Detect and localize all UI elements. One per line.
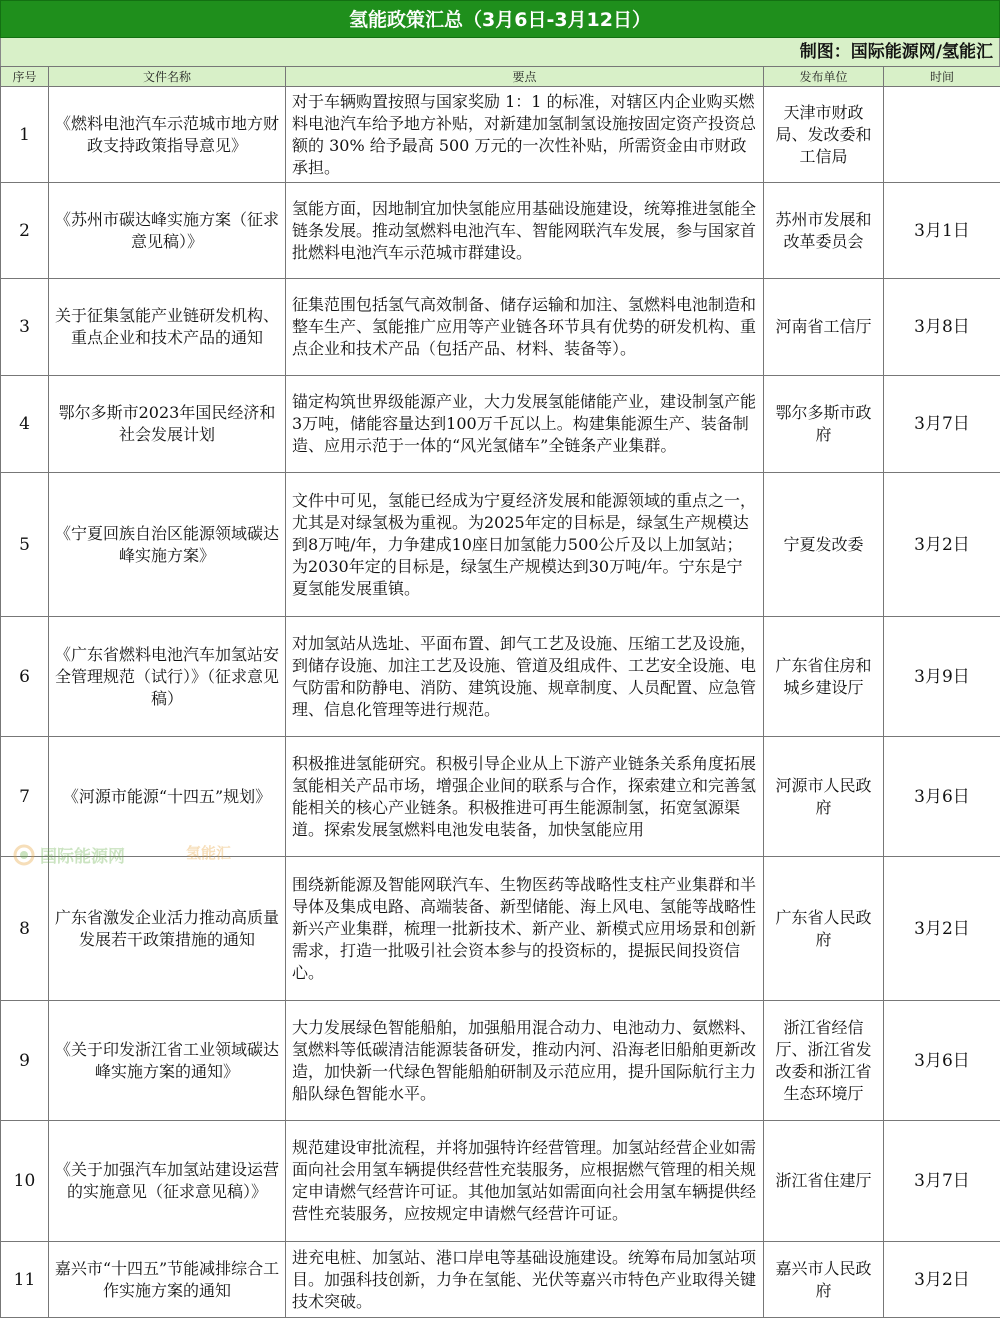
cell-key-points: 征集范围包括氢气高效制备、储存运输和加注、氢燃料电池制造和整车生产、氢能推广应用等产业链各环节具有优势的研发机构、重点企业和技术产品（包括产品、材料、装备等）。 [286, 279, 764, 376]
column-header-file-name: 文件名称 [49, 67, 286, 87]
column-header-date: 时间 [884, 67, 1000, 87]
table-row [1, 183, 1000, 279]
cell-issuer: 天津市财政局、发改委和工信局 [764, 87, 884, 183]
cell-index: 4 [1, 376, 49, 473]
cell-index: 10 [1, 1121, 49, 1242]
cell-key-points: 对加氢站从选址、平面布置、卸气工艺及设施、压缩工艺及设施，到储存设施、加注工艺及设施、管道及组成件、工艺安全设施、电气防雷和防静电、消防、建筑设施、规章制度、人员配置、应急管理、信息化管理等进行规范。 [286, 617, 764, 737]
cell-issuer: 宁夏发改委 [764, 473, 884, 617]
cell-file-name: 嘉兴市“十四五”节能减排综合工作实施方案的通知 [49, 1242, 286, 1318]
cell-index: 3 [1, 279, 49, 376]
cell-date: 3月6日 [884, 1001, 1000, 1121]
cell-issuer: 鄂尔多斯市政府 [764, 376, 884, 473]
cell-key-points: 进充电桩、加氢站、港口岸电等基础设施建设。统筹布局加氢站项目。加强科技创新，力争在氢能、光伏等嘉兴市特色产业取得关键技术突破。 [286, 1242, 764, 1318]
cell-key-points: 文件中可见，氢能已经成为宁夏经济发展和能源领域的重点之一，尤其是对绿氢极为重视。为2025年定的目标是，绿氢生产规模达到8万吨/年，力争建成10座日加氢能力500公斤及以上加氢站；为2030年定的目标是，绿氢生产规模达到30万吨/年。宁东是宁夏氢能发展重镇。 [286, 473, 764, 617]
cell-index: 9 [1, 1001, 49, 1121]
cell-file-name: 《苏州市碳达峰实施方案（征求意见稿）》 [49, 183, 286, 279]
cell-index: 2 [1, 183, 49, 279]
cell-key-points: 大力发展绿色智能船舶，加强船用混合动力、电池动力、氨燃料、氢燃料等低碳清洁能源装备研发，推动内河、沿海老旧船舶更新改造，加快新一代绿色智能船舶研制及示范应用，提升国际航行主力船队绿色智能水平。 [286, 1001, 764, 1121]
table-row [1, 279, 1000, 376]
cell-index: 11 [1, 1242, 49, 1318]
cell-file-name: 《广东省燃料电池汽车加氢站安全管理规范（试行）》（征求意见稿） [49, 617, 286, 737]
watermark-text-left: 国际能源网 [40, 846, 125, 867]
cell-index: 7 [1, 737, 49, 857]
cell-issuer: 苏州市发展和改革委员会 [764, 183, 884, 279]
cell-issuer: 浙江省住建厅 [764, 1121, 884, 1242]
cell-key-points: 锚定构筑世界级能源产业，大力发展氢能储能产业，建设制氢产能3万吨，储能容量达到100万千瓦以上。构建集能源生产、装备制造、应用示范于一体的“风光氢储车”全链条产业集群。 [286, 376, 764, 473]
cell-issuer: 广东省住房和城乡建设厅 [764, 617, 884, 737]
column-header-key-points: 要点 [286, 67, 764, 87]
table-row [1, 1121, 1000, 1242]
cell-date: 3月1日 [884, 183, 1000, 279]
cell-issuer: 广东省人民政府 [764, 857, 884, 1001]
cell-date: 3月9日 [884, 617, 1000, 737]
column-header-index: 序号 [1, 67, 49, 87]
cell-key-points: 规范建设审批流程，并将加强特许经营管理。加氢站经营企业如需面向社会用氢车辆提供经营性充装服务，应根据燃气管理的相关规定申请燃气经营许可证。其他加氢站如需面向社会用氢车辆提供经营性充装服务，应按规定申请燃气经营许可证。 [286, 1121, 764, 1242]
chart-credit: 制图：国际能源网/氢能汇 [0, 38, 1000, 66]
cell-date [884, 87, 1000, 183]
cell-date: 3月7日 [884, 376, 1000, 473]
table-row [1, 1001, 1000, 1121]
table-row [1, 737, 1000, 857]
table-row [1, 617, 1000, 737]
cell-file-name: 《河源市能源“十四五”规划》 [49, 737, 286, 857]
cell-issuer: 浙江省经信厅、浙江省发改委和浙江省生态环境厅 [764, 1001, 884, 1121]
cell-file-name: 《关于印发浙江省工业领域碳达峰实施方案的通知》 [49, 1001, 286, 1121]
cell-key-points: 对于车辆购置按照与国家奖励 1：1 的标准，对辖区内企业购买燃料电池汽车给予地方补贴，对新建加氢制氢设施按固定资产投资总额的 30% 给予最高 500 万元的一次性补贴，所需资金由市财政承担。 [286, 87, 764, 183]
cell-date: 3月7日 [884, 1121, 1000, 1242]
cell-date: 3月2日 [884, 473, 1000, 617]
table-row [1, 376, 1000, 473]
cell-file-name: 广东省激发企业活力推动高质量发展若干政策措施的通知 [49, 857, 286, 1001]
column-header-issuer: 发布单位 [764, 67, 884, 87]
policy-table [0, 66, 1000, 1318]
cell-index: 5 [1, 473, 49, 617]
page-title: 氢能政策汇总（3月6日-3月12日） [0, 0, 1000, 38]
cell-index: 1 [1, 87, 49, 183]
cell-key-points: 氢能方面，因地制宜加快氢能应用基础设施建设，统筹推进氢能全链条发展。推动氢燃料电池汽车、智能网联汽车发展，参与国家首批燃料电池汽车示范城市群建设。 [286, 183, 764, 279]
cell-key-points: 围绕新能源及智能网联汽车、生物医药等战略性支柱产业集群和半导体及集成电路、高端装备、新型储能、海上风电、氢能等战略性新兴产业集群，梳理一批新技术、新产业、新模式应用场景和创新需求，打造一批吸引社会资本参与的投资标的，提振民间投资信心。 [286, 857, 764, 1001]
cell-key-points: 积极推进氢能研究。积极引导企业从上下游产业链条关系角度拓展氢能相关产品市场，增强企业间的联系与合作，探索建立和完善氢能相关的核心产业链条。积极推进可再生能源制氢，拓宽氢源渠道。探索发展氢燃料电池发电装备，加快氢能应用 [286, 737, 764, 857]
cell-file-name: 《宁夏回族自治区能源领域碳达峰实施方案》 [49, 473, 286, 617]
cell-date: 3月8日 [884, 279, 1000, 376]
cell-index: 8 [1, 857, 49, 1001]
cell-file-name: 关于征集氢能产业链研发机构、重点企业和技术产品的通知 [49, 279, 286, 376]
cell-issuer: 河源市人民政府 [764, 737, 884, 857]
cell-date: 3月6日 [884, 737, 1000, 857]
cell-date: 3月2日 [884, 1242, 1000, 1318]
cell-issuer: 河南省工信厅 [764, 279, 884, 376]
cell-file-name: 鄂尔多斯市2023年国民经济和社会发展计划 [49, 376, 286, 473]
cell-date: 3月2日 [884, 857, 1000, 1001]
cell-index: 6 [1, 617, 49, 737]
cell-issuer: 嘉兴市人民政府 [764, 1242, 884, 1318]
table-row [1, 857, 1000, 1001]
table-row [1, 87, 1000, 183]
cell-file-name: 《燃料电池汽车示范城市地方财政支持政策指导意见》 [49, 87, 286, 183]
table-header-row [1, 67, 1000, 87]
table-row [1, 473, 1000, 617]
watermark-text-right: 氢能汇 [186, 844, 231, 862]
cell-file-name: 《关于加强汽车加氢站建设运营的实施意见（征求意见稿）》 [49, 1121, 286, 1242]
table-row [1, 1242, 1000, 1318]
